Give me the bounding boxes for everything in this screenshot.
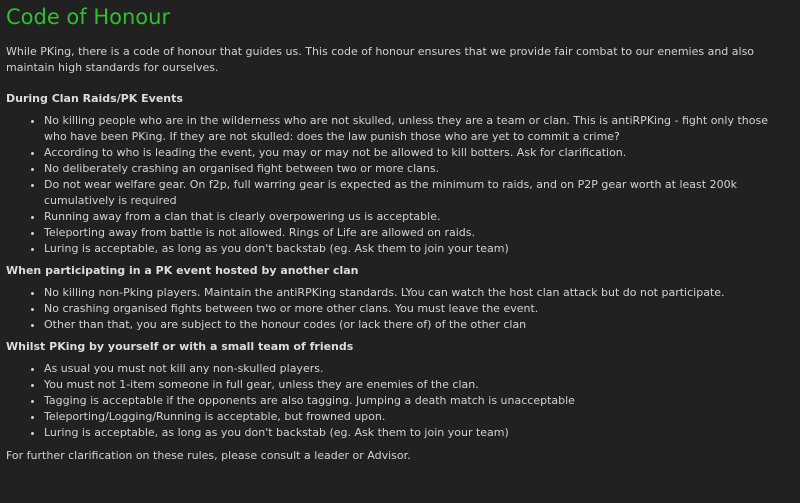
list-item: • As usual you must not kill any non-skulled players. [44,361,794,377]
list-item: • Other than that, you are subject to the honour codes (or lack there of) of the other clan [44,317,794,333]
intro-paragraph: While PKing, there is a code of honour that guides us. This code of honour ensures that we provide fair combat to our enemies and also maintain high standards for ourselves. [6,45,755,74]
section-heading: During Clan Raids/PK Events [6,92,183,105]
section-heading: Whilst PKing by yourself or with a small team of friends [6,340,354,353]
list-item: • According to who is leading the event, you may or may not be allowed to kill botters. Ask for clarification. [44,145,794,161]
section-hosted-event [6,264,794,333]
list-item: • Teleporting/Logging/Running is acceptable, but frowned upon. [44,409,794,425]
list-item: • No killing people who are in the wilderness who are not skulled, unless they are a team or clan. This is antiRPKing - fight only those who have been PKing. If they are not skulled: does the law punish those who are yet to commit a crime? [44,113,794,145]
list-item: • No crashing organised fights between two or more other clans. You must leave the event. [44,301,794,317]
list-item: • No deliberately crashing an organised fight between two or more clans. [44,161,794,177]
list-item: • Teleporting away from battle is not allowed. Rings of Life are allowed on raids. [44,225,794,241]
list-item: • Luring is acceptable, as long as you don't backstab (eg. Ask them to join your team) [44,241,794,257]
rule-list [6,285,794,333]
list-item: • You must not 1-item someone in full gear, unless they are enemies of the clan. [44,377,794,393]
list-item: • Luring is acceptable, as long as you don't backstab (eg. Ask them to join your team) [44,425,794,441]
list-item: • Do not wear welfare gear. On f2p, full warring gear is expected as the minimum to raids, and on P2P gear worth at least 200k cumulatively is required [44,177,794,209]
page-title: Code of Honour [6,5,171,29]
rule-list [6,361,794,441]
rule-list [6,113,794,257]
footer-note: For further clarification on these rules, please consult a leader or Advisor. [6,449,411,462]
list-item: • Running away from a clan that is clearly overpowering us is acceptable. [44,209,794,225]
section-clan-raids [6,92,794,257]
section-heading: When participating in a PK event hosted by another clan [6,264,359,277]
list-item: • Tagging is acceptable if the opponents are also tagging. Jumping a death match is unacceptable [44,393,794,409]
list-item: • No killing non-Pking players. Maintain the antiRPKing standards. LYou can watch the host clan attack but do not participate. [44,285,794,301]
section-solo-pking [6,340,794,441]
